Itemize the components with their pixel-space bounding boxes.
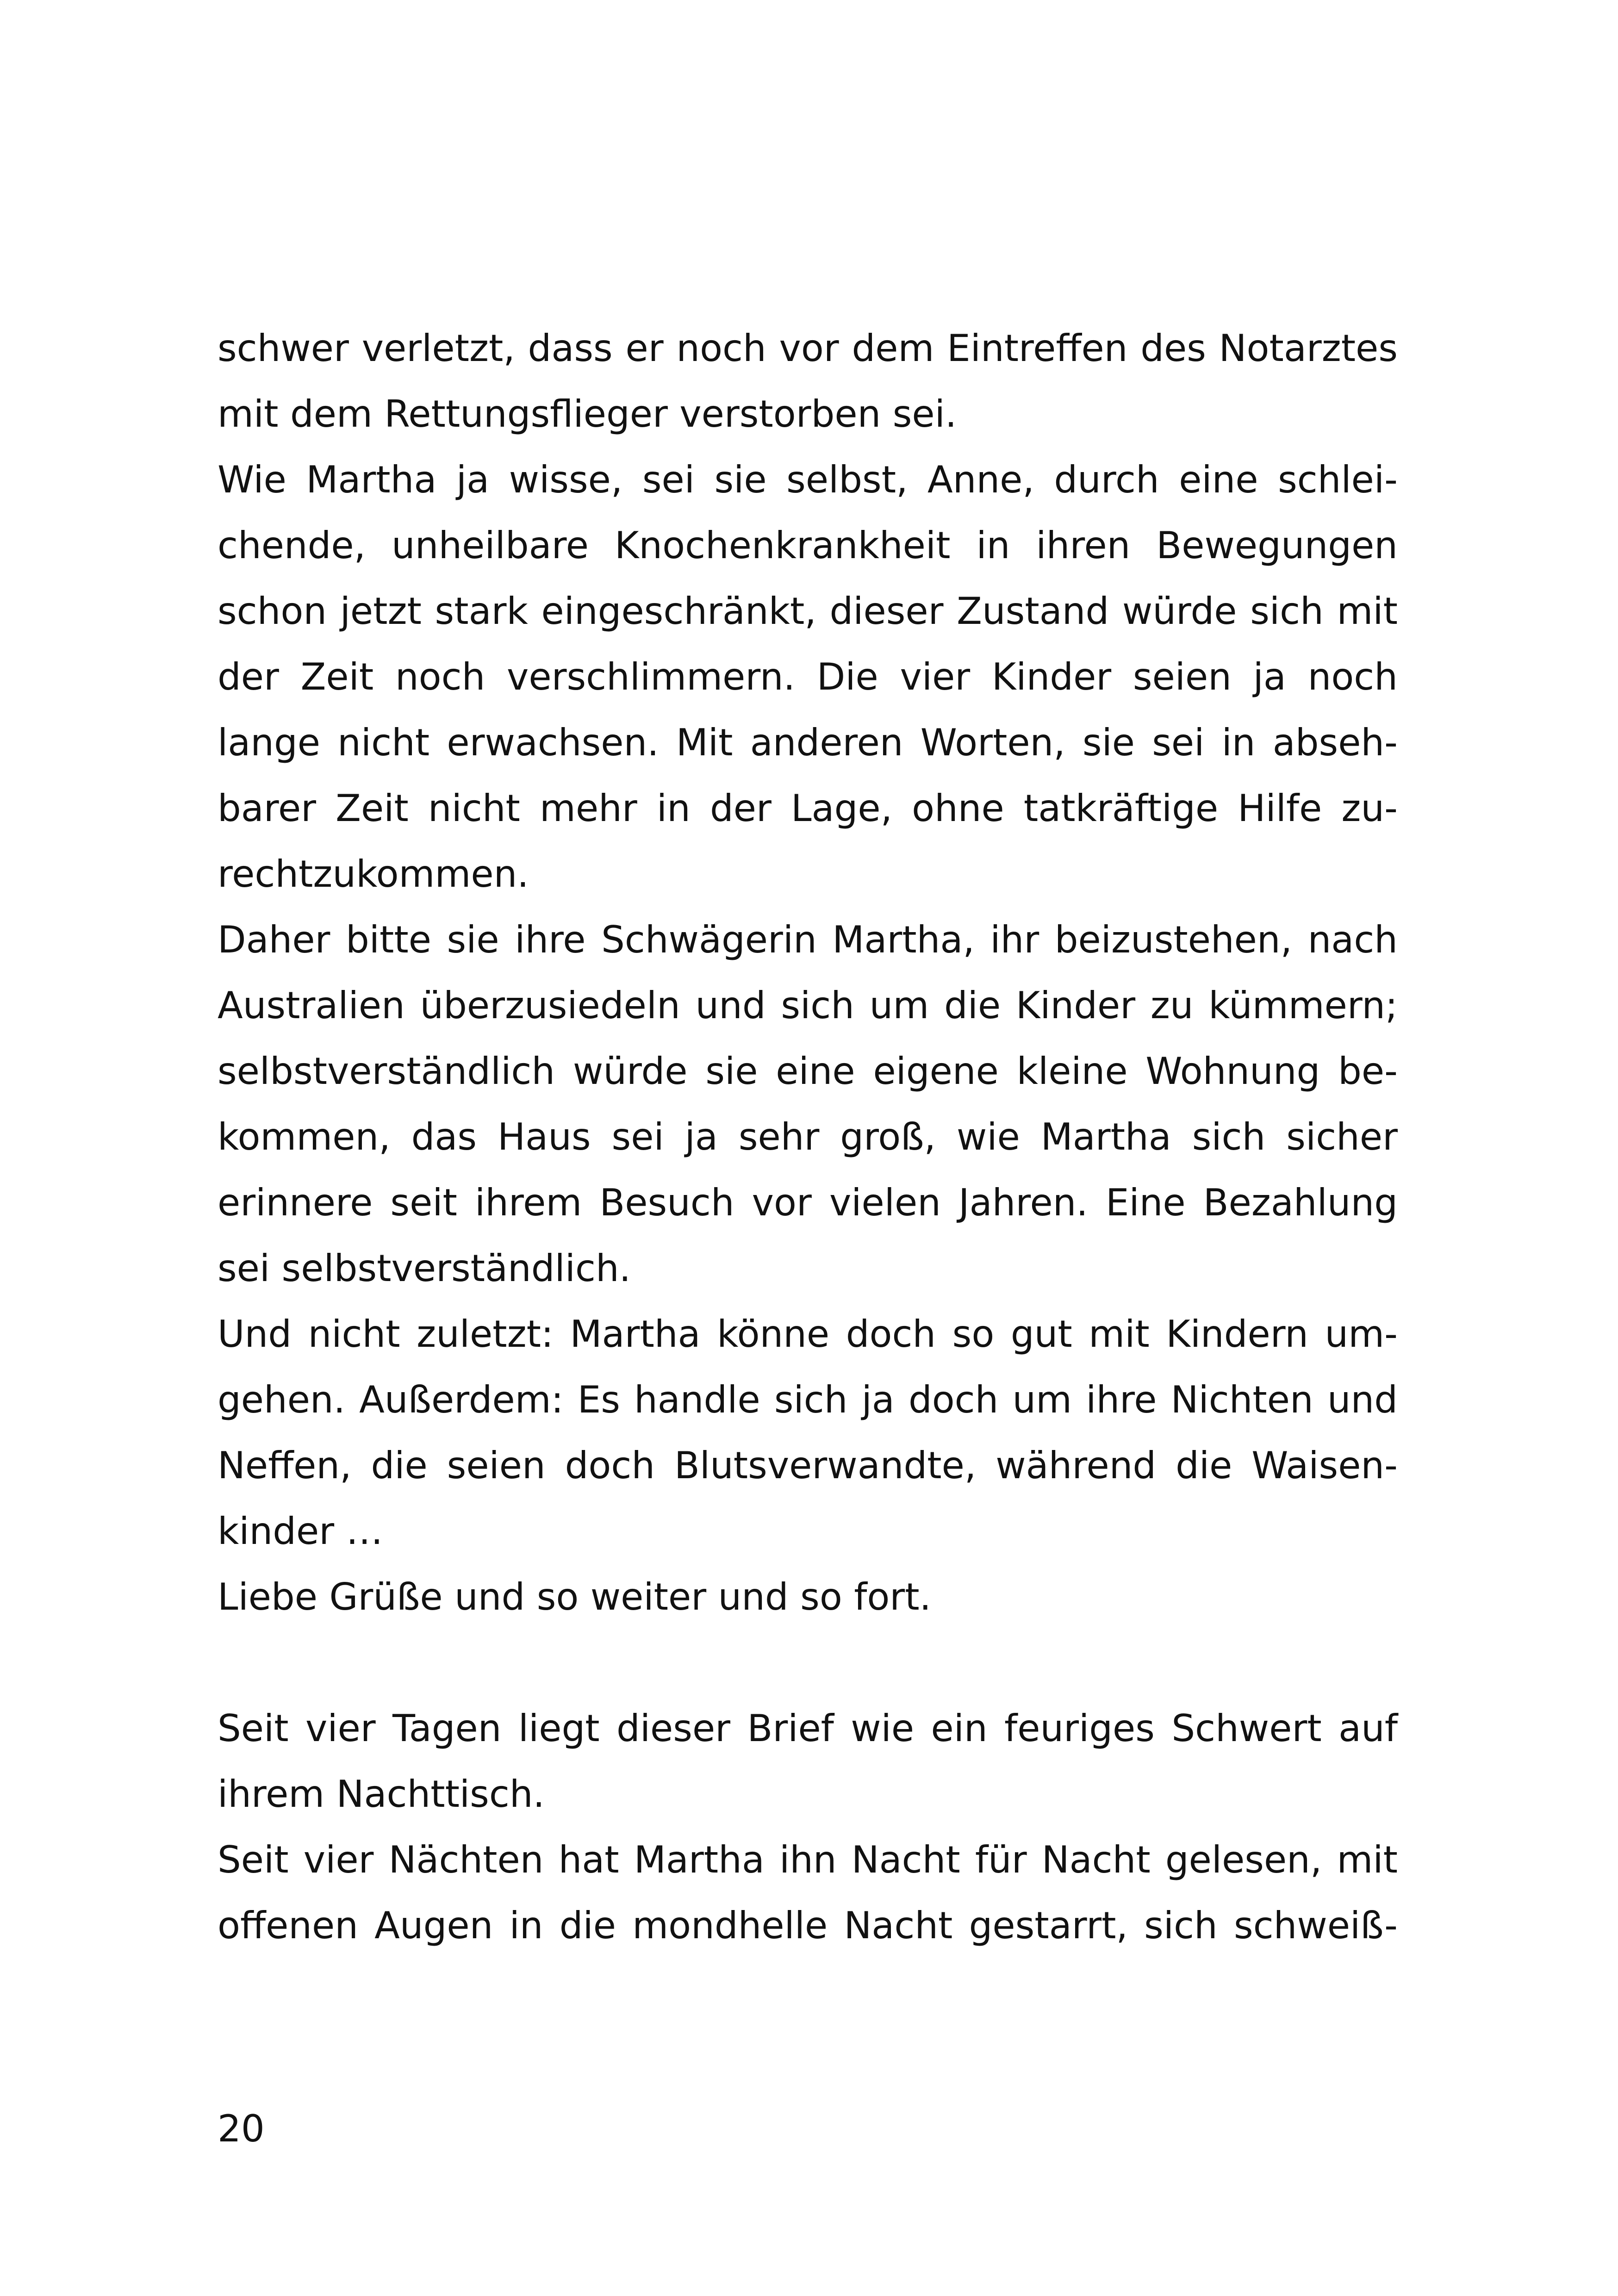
text-line: Seit vier Tagen liegt dieser Brief wie ein feuriges Schwert auf <box>218 1707 1398 1750</box>
blank-line <box>218 1630 1398 1696</box>
text-line: der Zeit noch verschlimmern. Die vier Kinder seien ja noch <box>218 655 1398 698</box>
text-line: kommen, das Haus sei ja sehr groß, wie Martha sich sicher <box>218 1115 1398 1158</box>
text-line: barer Zeit nicht mehr in der Lage, ohne tatkräftige Hilfe zu- <box>218 787 1398 830</box>
text-line: offenen Augen in die mondhelle Nacht gestarrt, sich schweiß- <box>218 1904 1398 1947</box>
text-line: Australien überzusiedeln und sich um die Kinder zu kümmern; <box>218 984 1398 1027</box>
text-line: gehen. Außerdem: Es handle sich ja doch um ihre Nichten und <box>218 1378 1398 1421</box>
text-line: rechtzukommen. <box>218 852 529 896</box>
text-line: Liebe Grüße und so weiter und so fort. <box>218 1575 931 1618</box>
text-line: mit dem Rettungsflieger verstorben sei. <box>218 392 957 436</box>
text-line: selbstverständlich würde sie eine eigene kleine Wohnung be- <box>218 1050 1398 1093</box>
text-line: Und nicht zuletzt: Martha könne doch so gut mit Kindern um- <box>218 1313 1398 1356</box>
text-line: sei selbstverständlich. <box>218 1247 631 1290</box>
text-line: chende, unheilbare Knochenkrankheit in ihren Bewegungen <box>218 524 1398 567</box>
text-line: Wie Martha ja wisse, sei sie selbst, Anne, durch eine schlei- <box>218 458 1398 501</box>
text-line: schon jetzt stark eingeschränkt, dieser Zustand würde sich mit <box>218 590 1398 633</box>
body-text <box>218 316 1398 1959</box>
text-line: lange nicht erwachsen. Mit anderen Worten, sie sei in abseh- <box>218 721 1398 764</box>
text-line: schwer verletzt, dass er noch vor dem Eintreffen des Notarztes <box>218 327 1398 370</box>
text-line: Neffen, die seien doch Blutsverwandte, während die Waisen- <box>218 1444 1398 1487</box>
text-line: kinder … <box>218 1510 383 1553</box>
text-line: erinnere seit ihrem Besuch vor vielen Jahren. Eine Bezahlung <box>218 1181 1398 1224</box>
text-line: Seit vier Nächten hat Martha ihn Nacht für Nacht gelesen, mit <box>218 1838 1398 1881</box>
text-line: Daher bitte sie ihre Schwägerin Martha, ihr beizustehen, nach <box>218 918 1398 961</box>
page-number: 20 <box>218 2107 265 2150</box>
text-line: ihrem Nachttisch. <box>218 1773 545 1816</box>
